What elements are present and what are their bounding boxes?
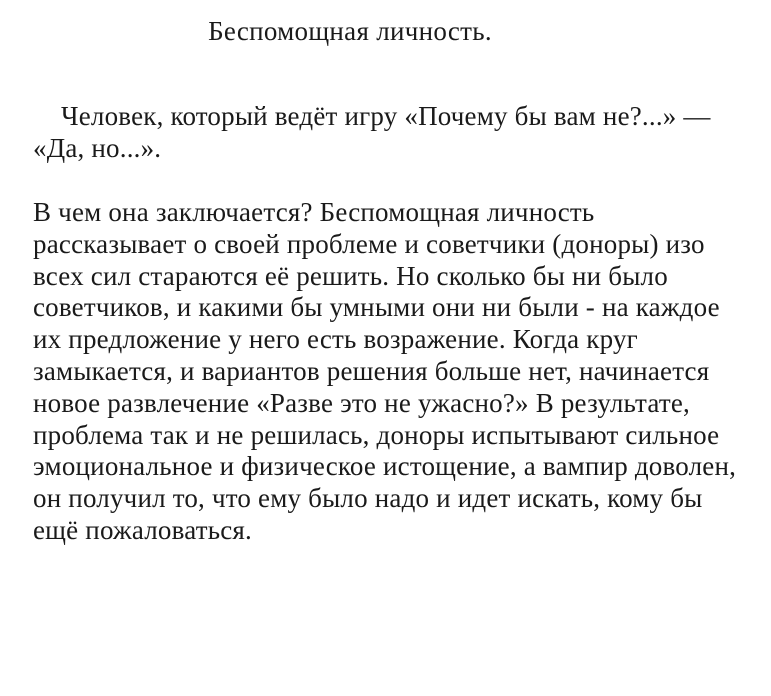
body-paragraph: В чем она заключается? Беспомощная личность рассказывает о своей проблеме и советчики (доноры) изо всех сил стараются её решить. Но сколько бы ни было советчиков, и какими бы умными они ни были - на каждое их предложение у него есть возражение. Когда круг замыкается, и вариантов решения больше нет, начинается новое развлечение «Разве это не ужасно?» В результате, проблема так и не решилась, доноры испытывают сильное эмоциональное и физическое истощение, а вампир доволен, он получил то, что ему было надо и идет искать, кому бы ещё пожаловаться. — [33, 197, 737, 545]
document-title: Беспомощная личность. — [208, 16, 492, 46]
intro-paragraph: Человек, который ведёт игру «Почему бы вам не?...» — «Да, но...». — [33, 101, 711, 163]
